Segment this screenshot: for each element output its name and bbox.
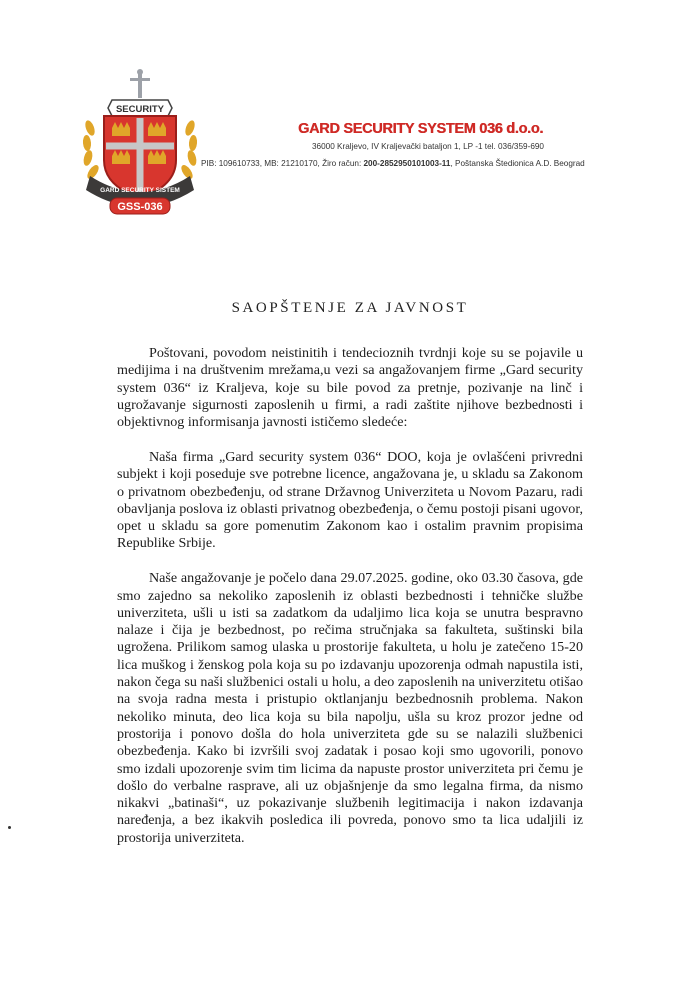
paragraph-events: Naše angažovanje je počelo dana 29.07.2025. godine, oko 03.30 časova, gde smo zajedno sa nekoliko zaposlenih iz oblasti bezbednosti i tehničke službe univerziteta, ušli u isti sa zadatkom da udaljimo lica koja se unutra bespravno nalaze i čija je bezbednost, po rečima stručnjaka sa fakulteta, suštinski bila ugrožena. Prilikom samog ulaska u prostorije fakulteta, u holu je zatečeno 15-20 lica muškog i ženskog pola koja su po izdavanju upozorenja odmah napustila isti, nakon čega su naši službenici ostali u holu, a deo zaposlenih na univerzitetu otišao na svoja radna mesta i pristupio oktlanjanju bezbednosnih problema. Nakon nekoliko minuta, deo lica koja su bila napolju, ušla su kroz prozor jedne od prostorija i ponovo došla do hola univerziteta gde su se nalazili službenici obezbeđenja. Kako bi izvršili svoj zadatak i posao koji smo ugovorili, ponovo smo izdali upozorenje svim tim licima da napuste prostor univerziteta pri čemu je došlo do verbalne rasprave, ali uz objašnjenje da smo legalna firma, da nismo nikakvi „batinaši“, uz pokazivanje službenih legitimacija i nakon izdavanja naređenja, a bez ikakvih posledica ili povreda, ponovo smo ta lica udaljili iz prostorija univerziteta. (117, 570, 583, 846)
logo-banner-text: SECURITY (115, 104, 165, 115)
logo-badge-text: GSS-036 (117, 201, 163, 213)
logo-ring-text: GARD SECURITY SISTEM (100, 187, 180, 194)
document-body (117, 345, 583, 865)
company-ids-prefix: PIB: 109610733, MB: 21210170, Žiro račun: (201, 159, 364, 168)
company-name: GARD SECURITY SYSTEM 036 d.o.o. (298, 121, 544, 137)
company-ids-suffix: , Poštanska Štedionica A.D. Beograd (450, 159, 585, 168)
company-registration-info (201, 159, 585, 168)
bank-account-number: 200-2852950101003-11 (363, 159, 451, 168)
company-address: 36000 Kraljevo, IV Kraljevački bataljon 1, LP -1 tel. 036/359-690 (312, 142, 544, 151)
paragraph-engagement: Naša firma „Gard security system 036“ DOO, koja je ovlašćeni privredni subjekt i koji poseduje sve potrebne licence, angažovana je, u skladu sa Zakonom o privatnom obezbeđenju, od strane Državnog Univerziteta u Novom Pazaru, radi obavljanja poslova iz oblasti privatnog obezbeđenja, o čemu postoji pisani ugovor, opet u skladu sa gore pomenutim Zakonom kao i ostalim pravnim propisima Republike Srbije. (117, 448, 583, 552)
scan-speck (8, 826, 11, 829)
document-title: SAOPŠTENJE ZA JAVNOST (231, 300, 469, 316)
paragraph-intro: Poštovani, povodom neistinitih i tendecioznih tvrdnji koje su se pojavile u medijima i na društvenim mrežama,u vezi sa angažovanjem firme „Gard security system 036“ iz Kraljeva, koje su bile povod za pretnje, pozivanje na linč i ugrožavanje sigurnosti zaposlenih u firmi, a radi zaštite njihove bezbednosti i objektivnog informisanja javnosti ističemo sledeće: (117, 345, 583, 431)
company-logo (82, 68, 198, 218)
sword-icon (130, 69, 150, 98)
